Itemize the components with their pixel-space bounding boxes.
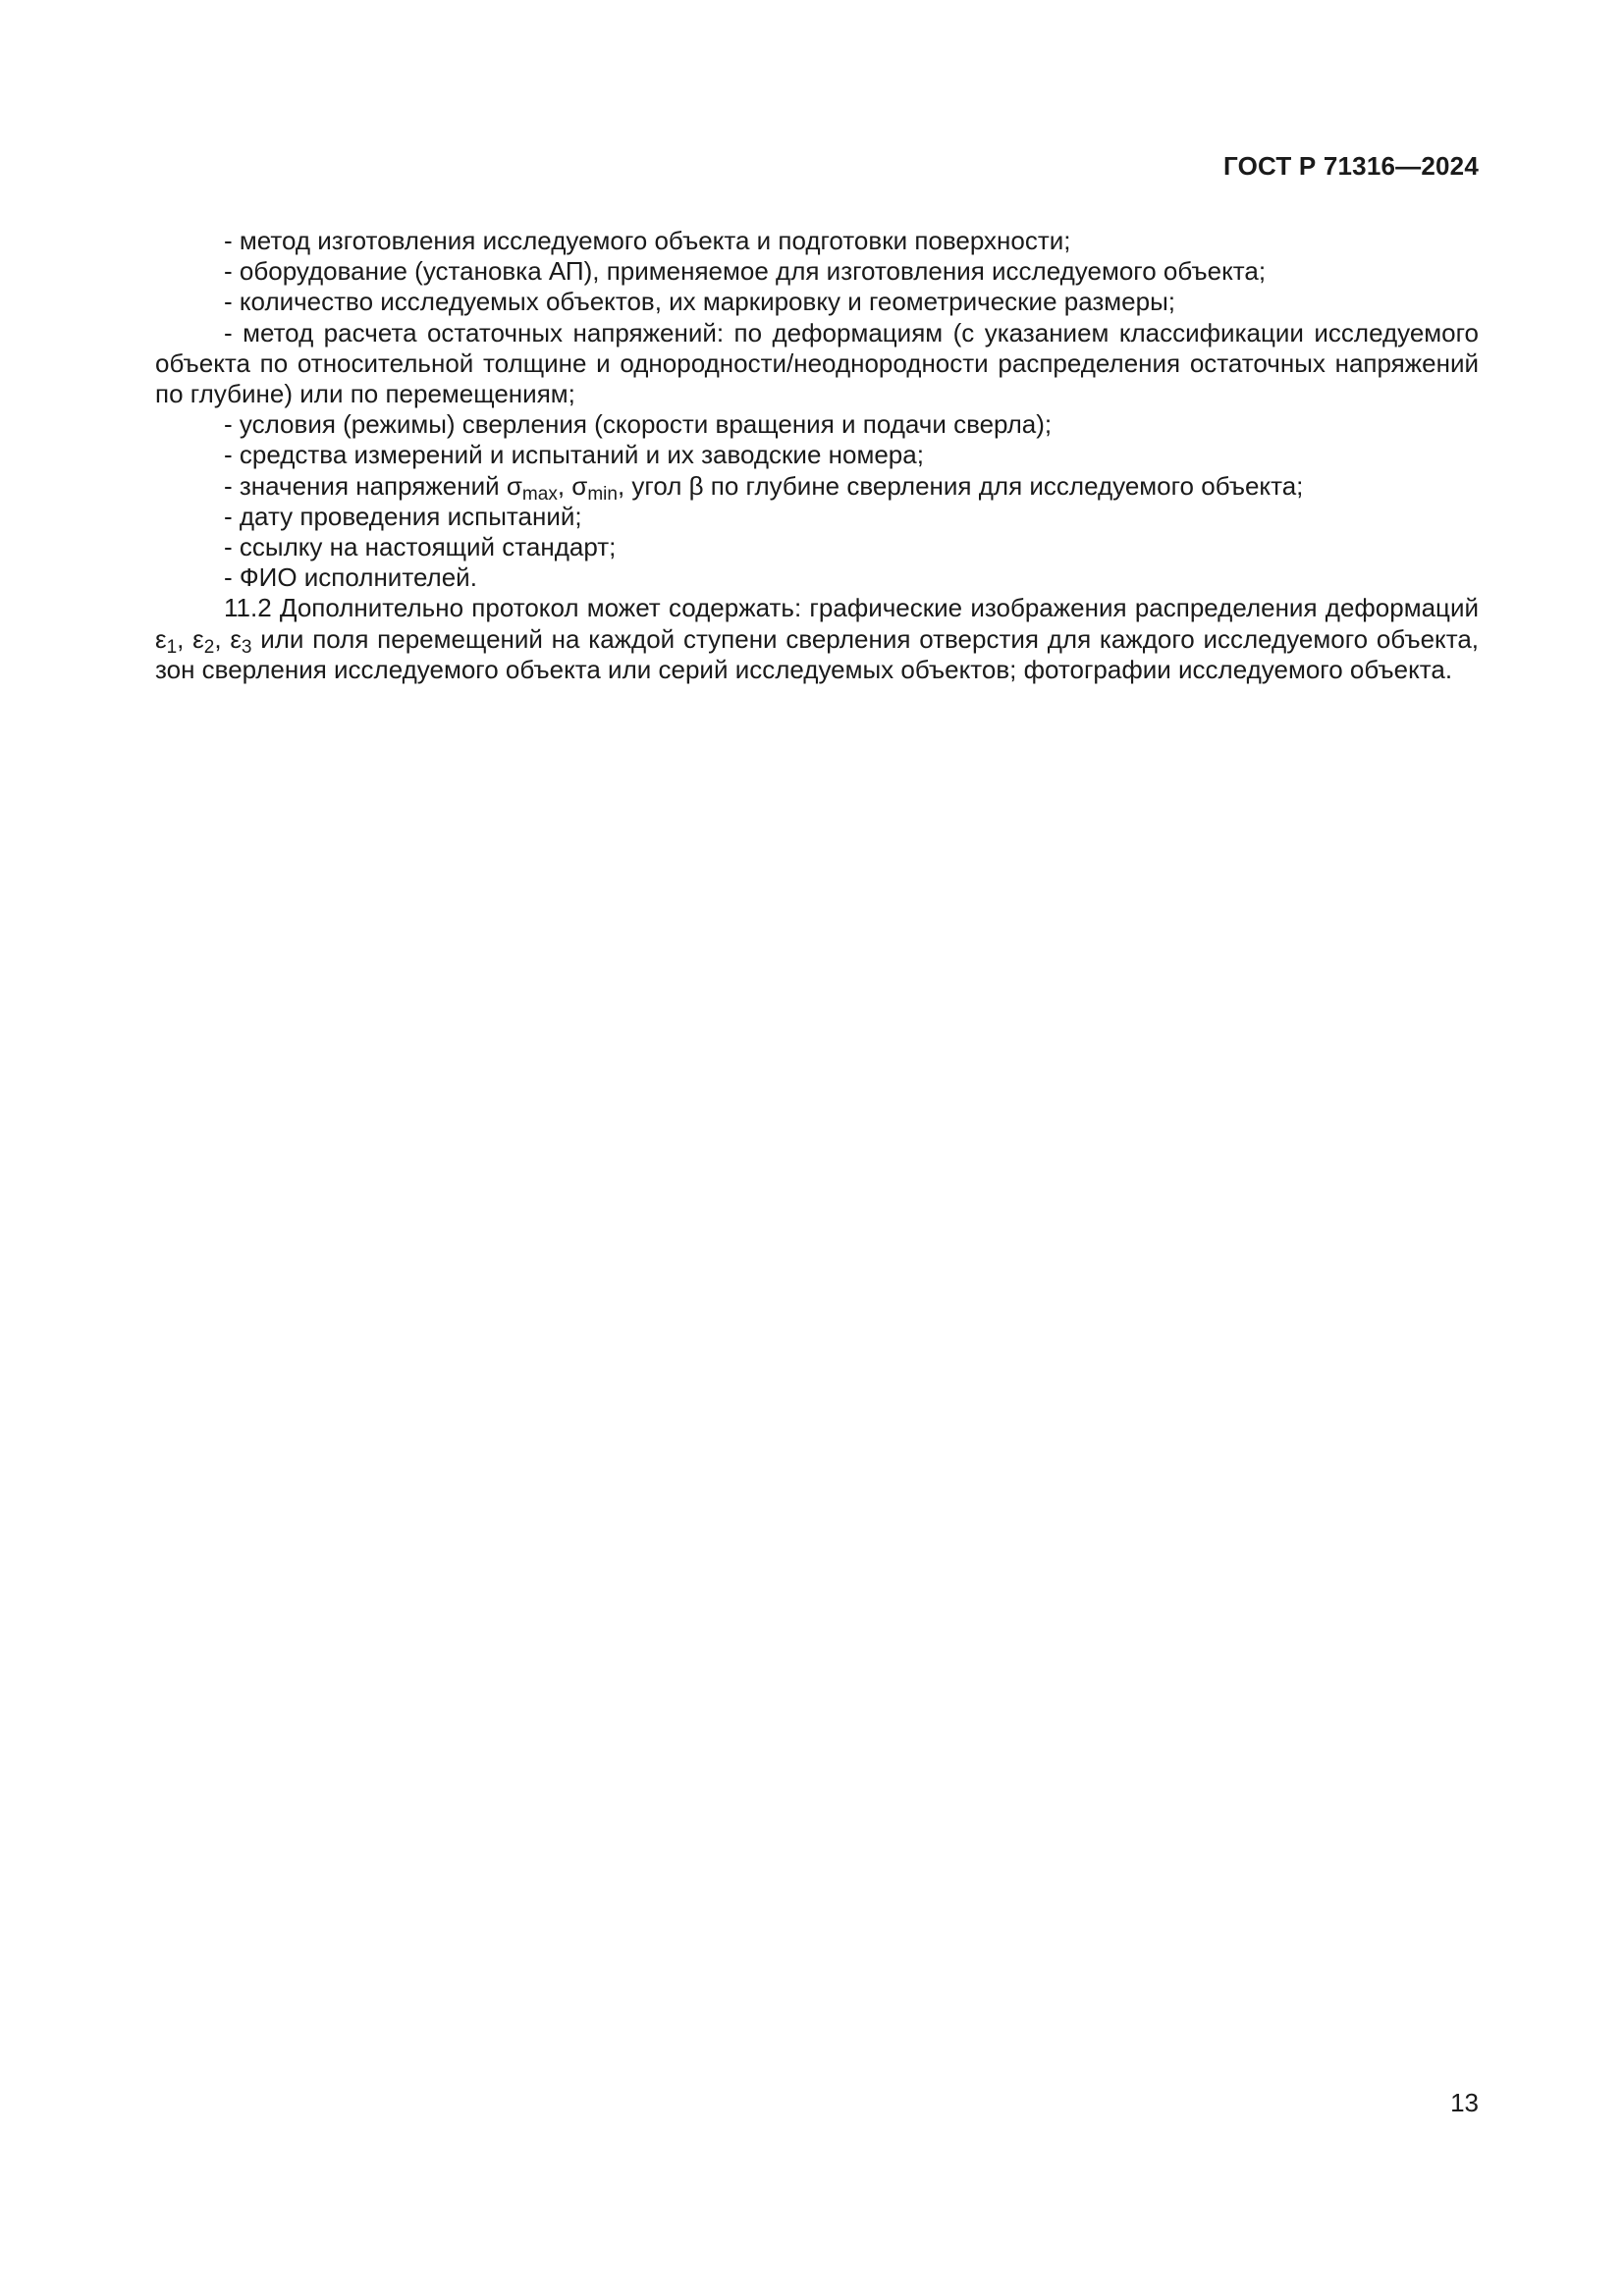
sigma-symbol: σ (571, 470, 588, 501)
paragraph-11-2 (155, 593, 1479, 685)
epsilon-symbol: ε (155, 623, 167, 654)
list-item: - количество исследуемых объектов, их маркировку и геометрические размеры; (224, 287, 1176, 317)
list-item: - ФИО исполнителей. (224, 562, 477, 593)
epsilon-subscript: 3 (241, 636, 252, 658)
document-code: ГОСТ Р 71316—2024 (1223, 151, 1479, 181)
list-item: - ссылку на настоящий стандарт; (224, 532, 617, 562)
separator: , (177, 623, 193, 654)
epsilon-symbol: ε (230, 623, 242, 654)
list-item: - метод изготовления исследуемого объекта и подготовки поверхности; (224, 226, 1071, 255)
report-requirements-text (155, 226, 1479, 685)
epsilon-subscript: 2 (203, 636, 215, 658)
list-item: - метод расчета остаточных напряжений: по деформациям (с указанием классификации исследуемого объекта по относительной толщине и однородности/неоднородности распределения остаточных напряжений по глубине) или по перемещениям; (155, 317, 1479, 409)
paragraph-text-end: или поля перемещений на каждой ступени сверления отверстия для каждого исследуемого объекта, зон сверления исследуемого объекта или серий исследуемых объектов; фотографии исследуемого объекта. (155, 623, 1479, 684)
page-number: 13 (1450, 2088, 1479, 2117)
list-item: - условия (режимы) сверления (скорости вращения и подачи сверла); (224, 409, 1053, 440)
list-item: - дату проведения испытаний; (224, 501, 582, 531)
epsilon-subscript: 1 (166, 636, 178, 658)
stress-prefix: - значения напряжений (224, 470, 507, 501)
epsilon-symbol: ε (192, 623, 204, 654)
separator: , (557, 470, 572, 501)
paragraph-text-start: 11.2 Дополнительно протокол может содержать: графические изображения распределения деформаций (224, 593, 1479, 623)
sigma-min-subscript: min (587, 483, 618, 505)
list-item: - оборудование (установка АП), применяемое для изготовления исследуемого объекта; (224, 256, 1267, 287)
separator: , (214, 623, 231, 654)
sigma-max-subscript: max (521, 483, 558, 505)
list-item: - средства измерений и испытаний и их заводские номера; (224, 440, 924, 470)
stress-suffix: , угол β по глубине сверления для исследуемого объекта; (617, 470, 1304, 501)
list-item-stresses (155, 470, 1479, 505)
sigma-symbol: σ (506, 470, 522, 501)
